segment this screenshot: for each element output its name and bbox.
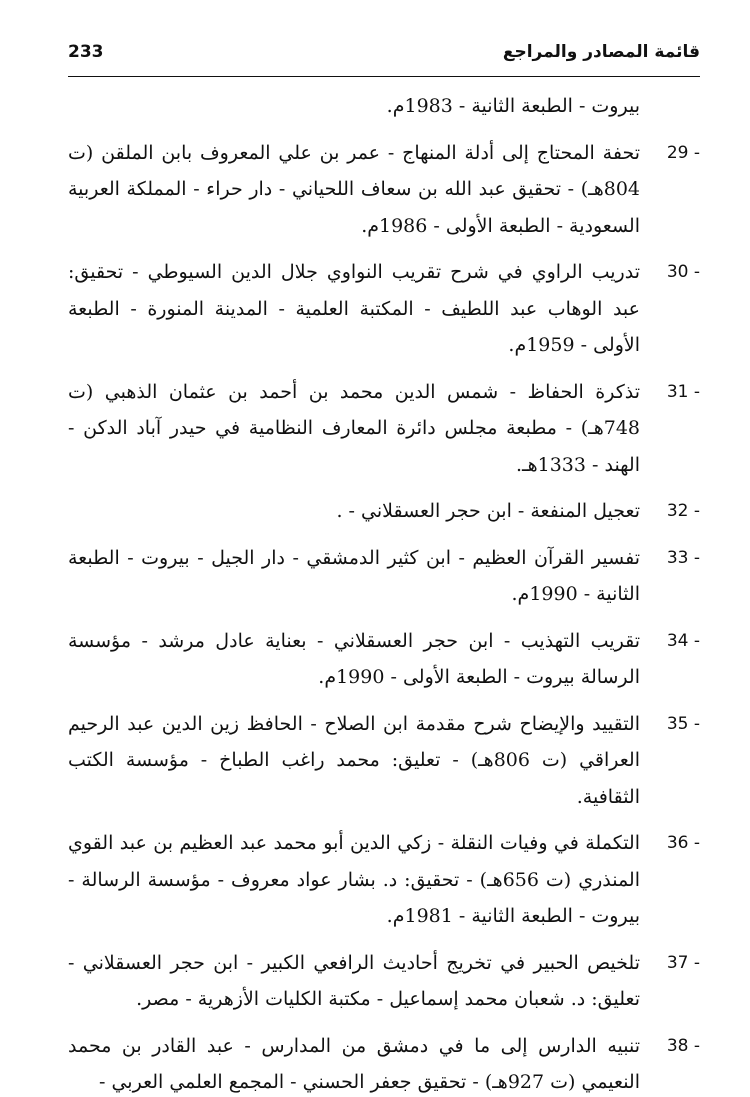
entry-number: 32 - bbox=[666, 501, 700, 521]
entry-number: 33 - bbox=[666, 547, 700, 568]
entry-number: 30 - bbox=[666, 262, 700, 282]
entry-text: تقريب التهذيب - ابن حجر العسقلاني - بعناية عادل مرشد - مؤسسة الرسالة بيروت - الطبعة الأولى - 1990م. bbox=[68, 629, 640, 688]
bibliography-entry bbox=[68, 945, 700, 1018]
entry-number: 34 - bbox=[666, 630, 700, 651]
bibliography-entry bbox=[68, 493, 700, 530]
entry-text: تلخيص الحبير في تخريج أحاديث الرافعي الكبير - ابن حجر العسقلاني - تعليق: د. شعبان محمد إسماعيل - مكتبة الكليات الأزهرية - مصر. bbox=[68, 951, 640, 1010]
page-number: 233 bbox=[68, 42, 104, 62]
page-header bbox=[68, 36, 700, 77]
entry-text: تذكرة الحفاظ - شمس الدين محمد بن أحمد بن عثمان الذهبي (ت 748هـ) - مطبعة مجلس دائرة المعارف النظامية في حيدر آباد الدكن - الهند - 1333هـ. bbox=[68, 380, 640, 476]
entry-text: التقييد والإيضاح شرح مقدمة ابن الصلاح - الحافظ زين الدين عبد الرحيم العراقي (ت 806هـ) - تعليق: محمد راغب الطباخ - مؤسسة الكتب الثقافية. bbox=[68, 712, 640, 808]
bibliography-entry bbox=[68, 623, 700, 696]
entry-text: تعجيل المنفعة - ابن حجر العسقلاني - . bbox=[336, 500, 640, 522]
entry-number: 35 - bbox=[666, 713, 700, 734]
entry-number: 36 - bbox=[666, 833, 700, 853]
bibliography-list bbox=[68, 88, 700, 1097]
entry-text: تدريب الراوي في شرح تقريب النواوي جلال الدين السيوطي - تحقيق: عبد الوهاب عبد اللطيف - المكتبة العلمية - المدينة المنورة - الطبعة الأولى - 1959م. bbox=[68, 261, 640, 356]
bibliography-entry bbox=[68, 706, 700, 816]
bibliography-entry bbox=[68, 135, 700, 245]
entry-text: تحفة المحتاج إلى أدلة المنهاج - عمر بن علي المعروف بابن الملقن (ت 804هـ) - تحقيق عبد الله بن سعاف اللحياني - دار حراء - المملكة العربية السعودية - الطبعة الأولى - 1986م. bbox=[68, 141, 640, 237]
bibliography-entry bbox=[68, 254, 700, 364]
entry-number: 38 - bbox=[666, 1035, 700, 1056]
entry-text: التكملة في وفيات النقلة - زكي الدين أبو محمد عبد العظيم بن عبد القوي المنذري (ت 656هـ) - تحقيق: د. بشار عواد معروف - مؤسسة الرسالة - بيروت - الطبعة الثانية - 1981م. bbox=[68, 832, 640, 927]
entry-number: 37 - bbox=[666, 952, 700, 973]
running-title: قائمة المصادر والمراجع bbox=[502, 42, 700, 62]
entry-number: 29 - bbox=[666, 142, 700, 163]
entry-number: 31 - bbox=[666, 381, 700, 402]
continued-entry-text: بيروت - الطبعة الثانية - 1983م. bbox=[386, 95, 640, 117]
bibliography-entry bbox=[68, 540, 700, 613]
entry-text: تنبيه الدارس إلى ما في دمشق من المدارس - عبد القادر بن محمد النعيمي (ت 927هـ) - تحقيق جعفر الحسني - المجمع العلمي العربي - bbox=[68, 1034, 640, 1093]
bibliography-entry bbox=[68, 825, 700, 935]
bibliography-entry bbox=[68, 374, 700, 484]
bibliography-entry bbox=[68, 1028, 700, 1097]
entry-text: تفسير القرآن العظيم - ابن كثير الدمشقي - دار الجيل - بيروت - الطبعة الثانية - 1990م. bbox=[68, 546, 640, 605]
